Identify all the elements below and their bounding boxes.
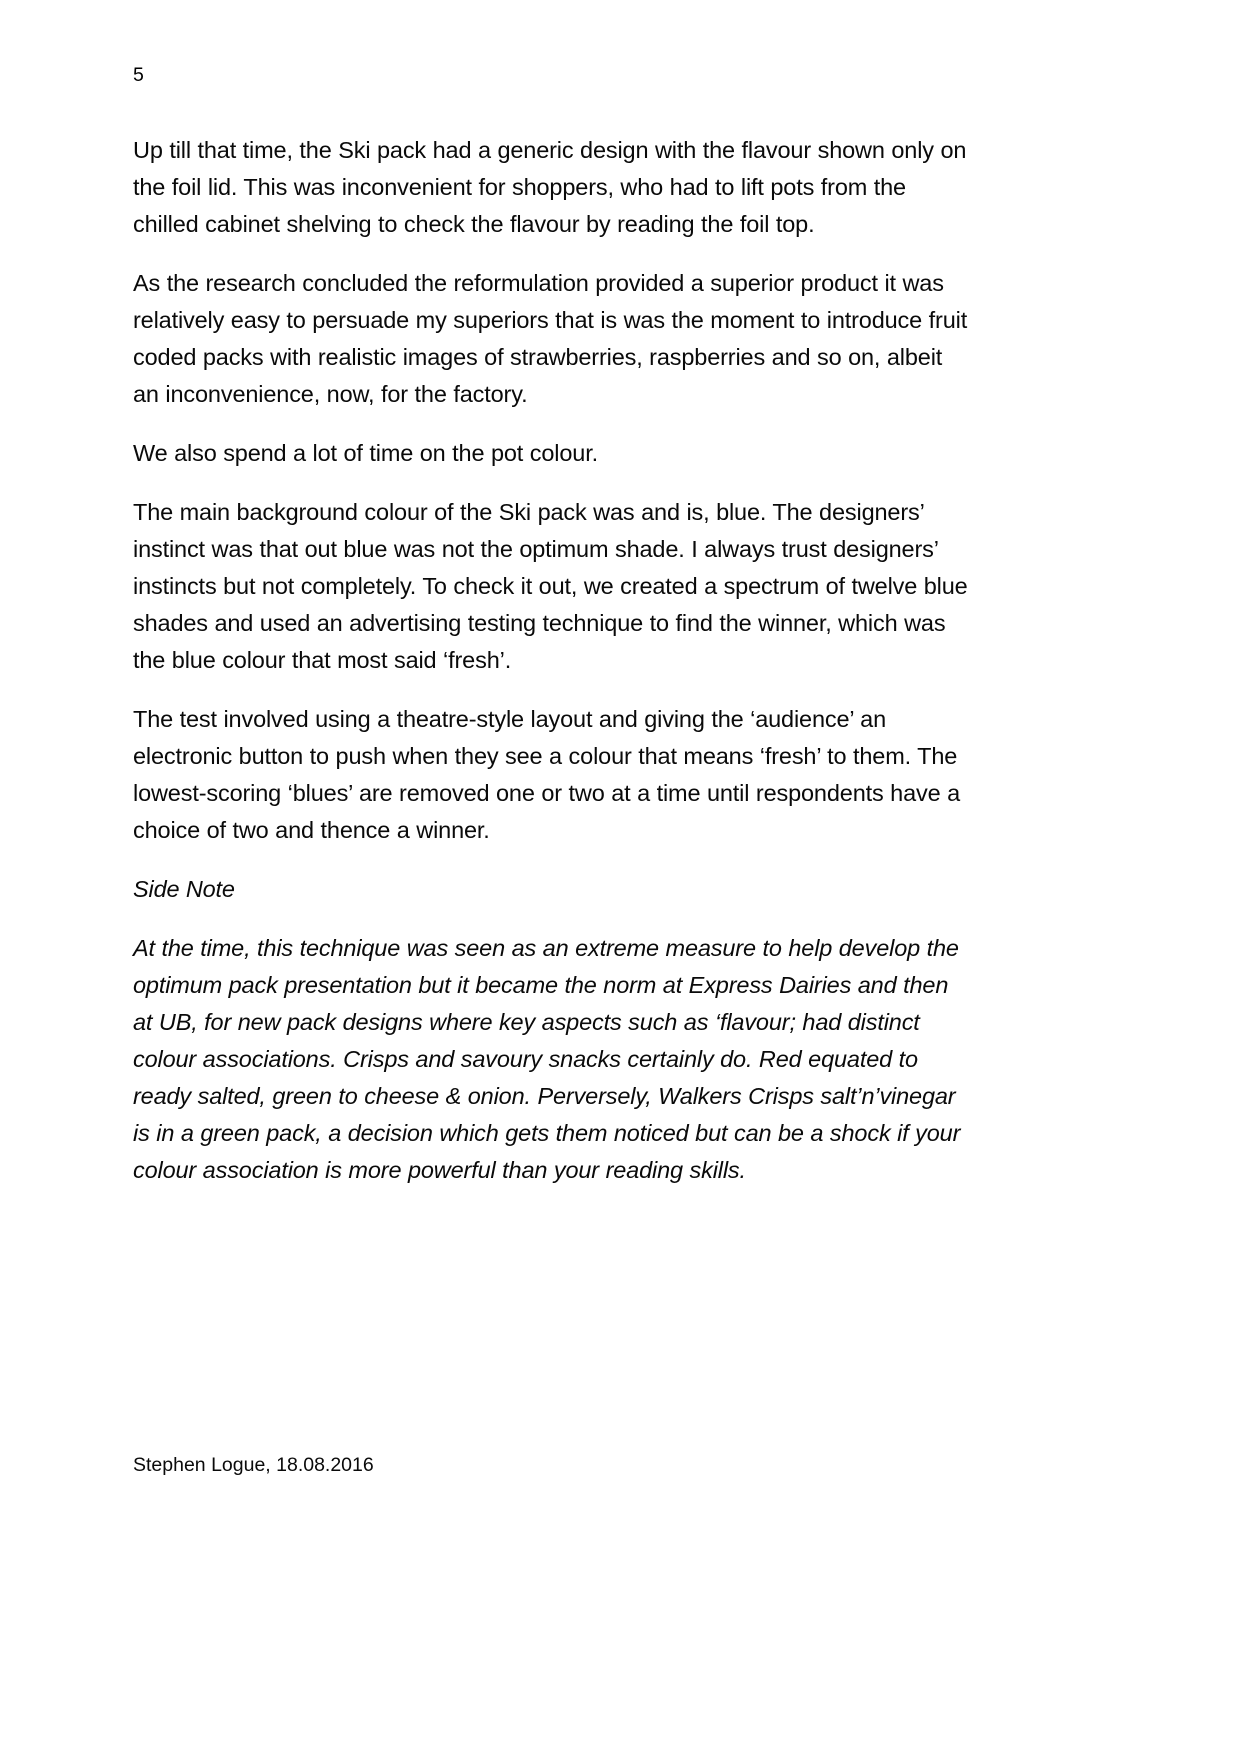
- paragraph-1: Up till that time, the Ski pack had a generic design with the flavour shown only on the foil lid. This was inconvenient for shoppers, who had to lift pots from the chilled cabinet shelving to check the flavour by reading the foil top.: [133, 137, 967, 237]
- paragraph-5: The test involved using a theatre-style layout and giving the ‘audience’ an electronic button to push when they see a colour that means ‘fresh’ to them. The lowest-scoring ‘blues’ are removed one or two at a time until respondents have a choice of two and thence a winner.: [133, 706, 961, 843]
- paragraph-2: As the research concluded the reformulation provided a superior product it was relatively easy to persuade my superiors that is was the moment to introduce fruit coded packs with realistic images of strawberries, raspberries and so on, albeit an inconvenience, now, for the factory.: [133, 270, 968, 407]
- side-note-paragraph: At the time, this technique was seen as an extreme measure to help develop the optimum pack presentation but it became the norm at Express Dairies and then at UB, for new pack designs where key aspects such as ‘flavour; had distinct colour associations. Crisps and savoury snacks certainly do. Red equated to ready salted, green to cheese & onion. Perversely, Walkers Crisps salt’n’vinegar is in a green pack, a decision which gets them noticed but can be a shock if your colour association is more powerful than your reading skills.: [133, 935, 961, 1183]
- document-footer: Stephen Logue, 18.08.2016: [133, 1454, 374, 1476]
- paragraph-4: The main background colour of the Ski pack was and is, blue. The designers’ instinct was that out blue was not the optimum shade. I always trust designers’ instincts but not completely. To check it out, we created a spectrum of twelve blue shades and used an advertising testing technique to find the winner, which was the blue colour that most said ‘fresh’.: [133, 499, 968, 673]
- paragraph-3: We also spend a lot of time on the pot colour.: [133, 440, 598, 466]
- page-number: 5: [133, 64, 144, 86]
- document-body: [133, 132, 969, 1211]
- side-note-heading: Side Note: [133, 876, 235, 902]
